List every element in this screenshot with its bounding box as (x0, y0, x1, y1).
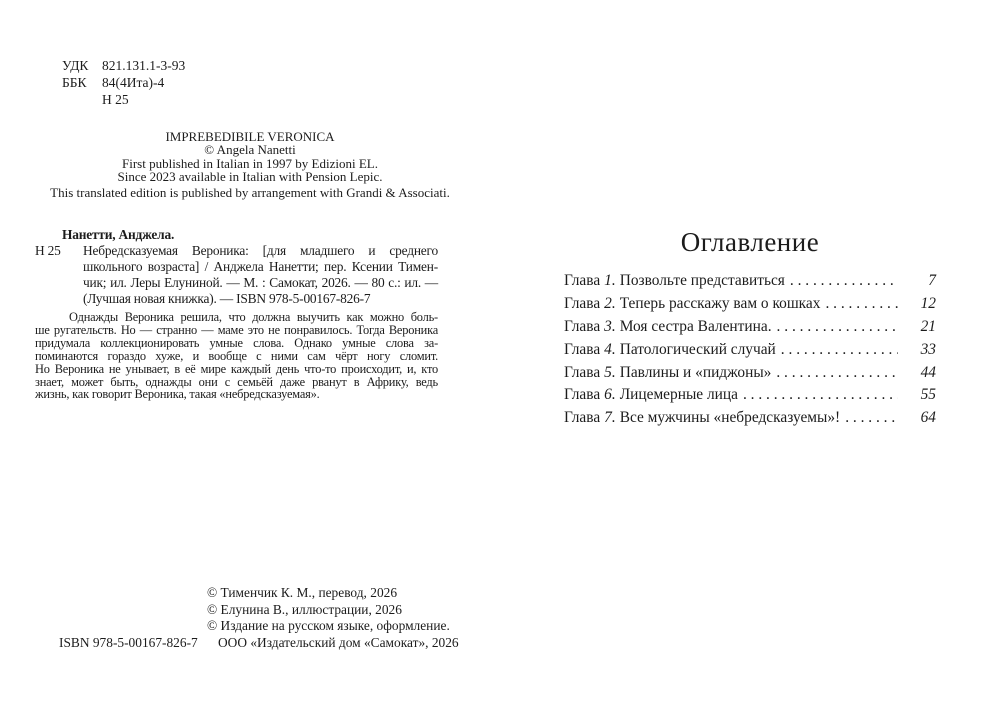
bibliographic-record (35, 227, 438, 307)
toc-chapter-number: 2. (604, 294, 616, 312)
annotation-line: знает, может быть, однажды они с семьёй даже рванут в Африку, ведь (35, 374, 438, 389)
udk-value: 821.131.1-3-93 (102, 58, 186, 73)
toc-entry (564, 364, 936, 387)
udk-row (62, 57, 185, 74)
toc-entry-title: Позвольте представиться (619, 272, 785, 289)
biblio-line: школьного возраста] / Анджела Нанетти; пер. Ксении Тимен- (83, 259, 438, 275)
toc-page-number: 12 (920, 294, 936, 312)
toc-chapter-word: Глава (564, 386, 601, 404)
copyright-line: © Тименчик К. М., перевод, 2026 (207, 585, 398, 600)
author-line: Нанетти, Анджела. (62, 227, 175, 242)
toc-entry (564, 318, 936, 341)
classification-codes (62, 57, 185, 108)
toc-page-number: 7 (928, 272, 936, 289)
toc-chapter-word: Глава (564, 340, 601, 358)
bbk-label: ББК (62, 75, 87, 90)
toc-leader-dots (790, 272, 898, 290)
toc-entry-label (564, 295, 820, 313)
toc-chapter-number: 5. (604, 363, 616, 381)
udk-label: УДК (62, 58, 89, 73)
publisher-line: ООО «Издательский дом «Самокат», 2026 (218, 635, 459, 651)
empty-label (62, 91, 102, 108)
toc-entry-title: Все мужчины «небредсказуемы»! (619, 409, 841, 427)
toc-chapter-number: 3. (604, 317, 616, 335)
toc-entry-label (564, 272, 785, 290)
toc-page-number: 64 (920, 409, 936, 427)
biblio-line: Небредсказуемая Вероника: [для младшего и среднего (83, 243, 438, 259)
availability-line: Since 2023 available in Italian with Pension Lepic. (117, 169, 383, 185)
toc-entry-title: Павлины и «пиджоны» (619, 363, 772, 381)
author-code-row (62, 91, 185, 108)
toc-leader-dots (781, 341, 898, 359)
copyright-block (0, 585, 500, 652)
toc-chapter-number: 1. (604, 272, 616, 289)
table-of-contents-page (500, 0, 1000, 719)
toc-entry (564, 341, 936, 364)
toc-page-number: 33 (920, 340, 936, 358)
toc-leader-dots (743, 386, 898, 404)
annotation-line: придумала коллекционировать умные слова. Однако умные слова за- (35, 335, 438, 350)
isbn-number: ISBN 978-5-00167-826-7 (59, 635, 198, 651)
biblio-line: чик; ил. Леры Елуниной. — М. : Самокат, 2026. — 80 с.: ил. — (83, 275, 438, 291)
arrangement-line: This translated edition is published by arrangement with Grandi & Associati. (50, 184, 450, 200)
toc-leader-dots (777, 318, 898, 336)
biblio-line-with-code (35, 243, 438, 259)
annotation-line: Но Вероника не унывает, в её мире каждый день что-то происходит, и, кто (35, 361, 438, 376)
table-of-contents (564, 227, 936, 432)
toc-page-number: 21 (920, 317, 936, 335)
toc-chapter-number: 6. (604, 386, 616, 404)
toc-entry-label (564, 386, 738, 404)
toc-entry (564, 295, 936, 318)
author-copyright: © Angela Nanetti (204, 142, 296, 158)
toc-chapter-word: Глава (564, 363, 601, 381)
toc-leader-dots (845, 409, 898, 427)
toc-leader-dots (825, 295, 898, 313)
annotation-line: поминаются гораздо хуже, и вообще с ними сам чёрт ногу сломит. (35, 348, 438, 363)
toc-entry-title: Лицемерные лица (619, 386, 738, 404)
toc-entry (564, 272, 936, 295)
original-title: IMPREBEDIBILE VERONICA (165, 129, 335, 144)
toc-leader-dots (776, 364, 898, 382)
toc-chapter-number: 7. (604, 409, 616, 427)
margin-code: Н 25 (35, 243, 61, 259)
publisher-line-row (0, 635, 500, 652)
toc-entry-title: Патологический случай (619, 340, 776, 358)
toc-entry-label (564, 409, 840, 427)
toc-entry-label (564, 364, 771, 382)
toc-entries (564, 272, 936, 432)
toc-chapter-word: Глава (564, 317, 601, 335)
toc-entry-title: Теперь расскажу вам о кошках (619, 294, 821, 312)
toc-page-number: 44 (920, 363, 936, 381)
toc-chapter-word: Глава (564, 272, 601, 289)
toc-entry (564, 409, 936, 432)
toc-chapter-word: Глава (564, 294, 601, 312)
annotation-paragraph (35, 311, 438, 401)
toc-entry (564, 386, 936, 409)
toc-title: Оглавление (680, 227, 820, 257)
annotation-line: Однажды Вероника решила, что должна выучить как можно боль- (69, 310, 438, 324)
bbk-value: 84(4Ита)-4 (102, 75, 165, 90)
toc-entry-title: Моя сестра Валентина. (619, 317, 772, 335)
copyright-line: © Елунина В., иллюстрации, 2026 (207, 601, 402, 617)
toc-chapter-word: Глава (564, 409, 601, 427)
annotation-line: ше ругательств. Но — странно — маме это не понравилось. Тогда Вероника (35, 322, 438, 337)
biblio-line: (Лучшая новая книжка). — ISBN 978-5-00167-826-7 (83, 291, 371, 307)
toc-chapter-number: 4. (604, 340, 616, 358)
copyright-line: © Издание на русском языке, оформление. (207, 618, 450, 634)
toc-page-number: 55 (920, 386, 936, 404)
toc-entry-label (564, 341, 776, 359)
author-code: Н 25 (102, 92, 129, 107)
bbk-row (62, 74, 185, 91)
toc-entry-label (564, 318, 772, 336)
first-published-line: First published in Italian in 1997 by Edizioni EL. (121, 155, 378, 171)
annotation-line: жизнь, как говорит Вероника, такая «небредсказуемая». (35, 387, 320, 402)
original-edition-imprint (0, 130, 500, 199)
